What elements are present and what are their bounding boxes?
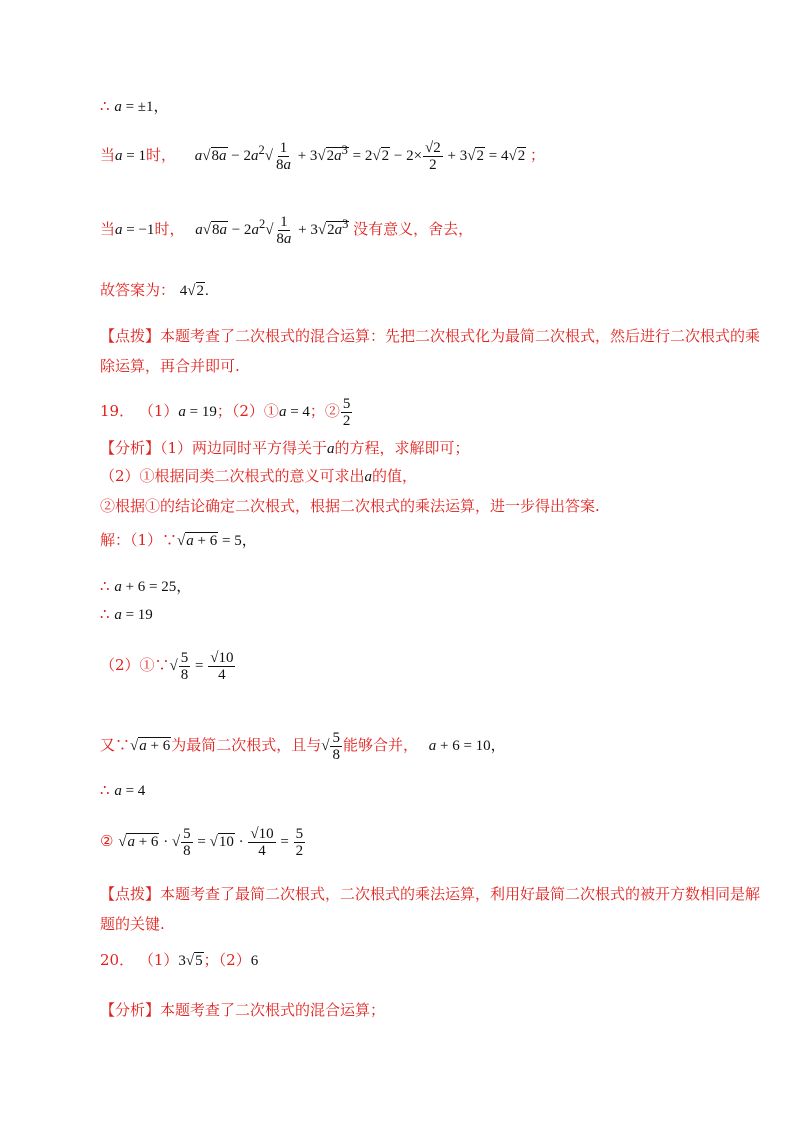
solution-19-again: 又∵ [100,735,131,754]
solution-19-combine: 能够合并， [342,735,418,754]
therefore-symbol: ∴ [100,97,110,115]
math-4root2: 4√2 [179,283,205,299]
math-a-eq-1: a = 1 [115,148,146,164]
q20-part1: （1） [138,951,179,969]
therefore-symbol-4: ∴ [100,781,110,799]
tip-18-line2: 除运算，再合并即可. [100,357,240,375]
semicolon: ； [529,146,545,164]
q19-answer-line [100,396,353,429]
analysis-19-text2b: 的值， [372,467,418,485]
answer-label: 故答案为： [100,281,176,299]
line-when-a-1 [100,140,545,173]
math-3root5: 3√5 [178,953,203,969]
analysis-19-text1: 【分析】（1）两边同时平方得关于 [100,439,328,457]
circled-2: ② [100,831,114,850]
analysis-19-text2: （2）①根据同类二次根式的意义可求出 [100,467,365,485]
math-expr-undefined: $a√8a - 2a^2√$ $\frac{1}{8a}$ + $3√2a^3$ [195,214,349,248]
tip-18-line1: 【点拨】本题考查了二次根式的混合运算：先把二次根式化为最简二次根式，然后进行二次根式的乘 [100,327,761,345]
solution-19-line2 [100,576,191,597]
math-a-19: a = 19 [178,403,217,420]
math-sqrt-a6-eq-5: √a + 6 = 5 [177,533,242,549]
when-label-2: 当 [100,220,116,238]
tip-19-line2: 题的关键. [100,915,165,933]
math-product-eval: √a + 6 · √ $\frac{5}{8}$ = √10 · $\frac{√10}{4}$ = $\frac{5}{2}$ [118,826,304,859]
line-answer: 故答案为： 4√2. [100,281,209,299]
math-5-over-2: $\frac{5}{2}$ [342,396,351,429]
analysis-19-line3: ②根据①的结论确定二次根式，根据二次根式的乘法运算，进一步得出答案. [100,497,600,515]
math-sqrt-5-8-b: √ $\frac{5}{8}$ [321,730,340,763]
math-a-4: a = 4 [278,403,310,420]
when-label: 当 [100,146,116,164]
solution-19-line3 [100,604,153,625]
solution-19-line6 [100,780,145,801]
math-a-pm1: a = ±1， [114,99,169,115]
solution-19-line5 [100,730,506,763]
math-var-a: a [327,441,335,457]
q19-number: 19． [100,401,135,420]
math-sqrt-a6: √a + 6 [130,737,171,754]
solution-19-line4 [100,650,236,683]
line-therefore-a [100,96,169,117]
time-label: 时， [145,146,176,164]
math-sqrt-5-8: √ $\frac{5}{8}$ = $\frac{√10}{4}$ [169,650,234,683]
math-6: 6 [250,953,259,969]
math-a6-eq-10: a + 6 = 10， [428,737,506,754]
q20-part2: ；（2） [203,951,251,969]
analysis-19-text1b: 的方程，求解即可； [334,439,470,457]
q20-number: 20． [100,951,135,969]
therefore-symbol-3: ∴ [100,605,110,623]
solution-19-simplest: 为最简二次根式，且与 [171,735,322,754]
solution-19-line7 [100,826,306,859]
therefore-symbol-2: ∴ [100,577,110,595]
solution-19-label: 解：（1）∵ [100,531,178,549]
math-a-eq-neg1: a = −1 [115,222,155,238]
line-when-a-neg1 [100,214,473,247]
q20-answer-line [100,950,258,971]
analysis-19-line1 [100,438,470,459]
tip-19-line1: 【点拨】本题考查了最简二次根式，二次根式的乘法运算，利用好最简二次根式的被开方数相同是解 [100,885,761,903]
math-a-eq-4: a = 4 [114,783,146,799]
time-label-2: 时， [154,220,185,238]
q19-part2: ；（2）① [216,401,279,420]
math-a-eq-19: a = 19 [114,607,153,623]
solution-19-part2: （2）①∵ [100,655,170,674]
analysis-20: 【分析】本题考查了二次根式的混合运算； [100,1001,386,1019]
math-expr-eval: $a√8a - 2a^2√$ $\frac{1}{8a}$ + $3√2a^3 = 2√2 - 2\times$ $\frac{√2}{2}$ + 3√2 = 4√2 [194,140,526,174]
q19-part3: ；② [309,401,340,420]
undefined-text: 没有意义，舍去， [353,220,474,238]
math-a6-eq-25: a + 6 = 25， [114,579,192,595]
math-var-a-2: a [364,469,373,485]
q19-part1: （1） [138,401,179,420]
analysis-19-line2 [100,466,417,487]
solution-19-line1: 解：（1）∵√a + 6 = 5， [100,531,257,549]
